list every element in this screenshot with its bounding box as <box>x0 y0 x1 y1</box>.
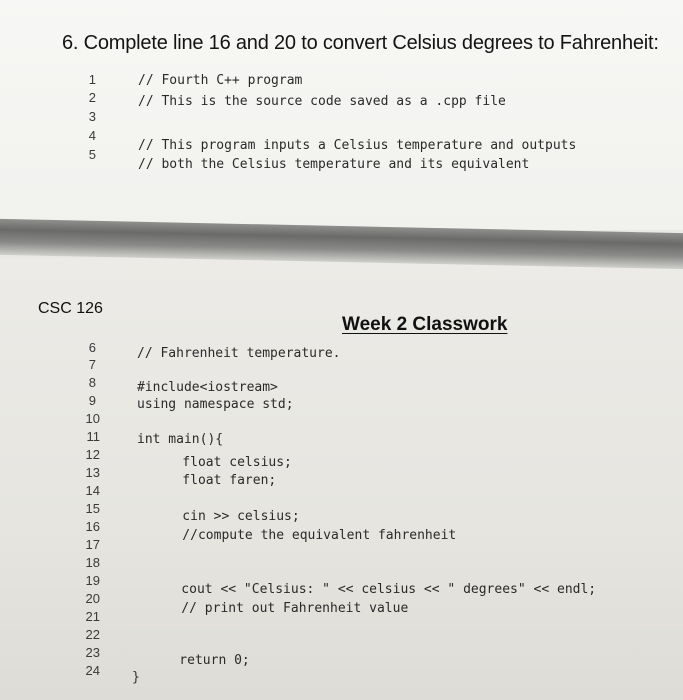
page-title: Week 2 Classwork <box>342 314 508 335</box>
line-number: 17 <box>85 537 100 552</box>
line-number: 13 <box>85 465 100 480</box>
code-line: #include<iostream> <box>137 380 278 395</box>
code-line: return 0; <box>148 653 250 668</box>
code-line: // This program inputs a Celsius temperature and outputs <box>138 138 577 153</box>
line-number: 22 <box>85 627 100 642</box>
code-line: using namespace std; <box>137 397 294 412</box>
line-number: 3 <box>88 109 96 124</box>
question-text: 6. Complete line 16 and 20 to convert Celsius degrees to Fahrenheit: <box>62 32 659 54</box>
line-number: 8 <box>88 375 96 390</box>
line-number: 11 <box>86 429 100 444</box>
line-number: 19 <box>85 573 100 588</box>
line-number: 10 <box>85 411 100 426</box>
line-number: 12 <box>85 447 100 462</box>
course-code: CSC 126 <box>38 300 103 317</box>
line-number: 2 <box>88 90 96 105</box>
line-number: 6 <box>88 340 96 355</box>
code-line: // This is the source code saved as a .cpp file <box>138 94 506 109</box>
line-number: 5 <box>88 147 96 162</box>
code-line: //compute the equivalent fahrenheit <box>151 528 457 543</box>
code-line: cin >> celsius; <box>151 509 300 524</box>
line-number: 20 <box>85 591 100 606</box>
code-line: // both the Celsius temperature and its equivalent <box>138 157 530 172</box>
line-number: 4 <box>88 128 96 143</box>
line-number: 23 <box>85 645 100 660</box>
line-number: 15 <box>85 501 100 516</box>
closing-brace: } <box>132 670 140 685</box>
line-number: 21 <box>85 609 100 624</box>
code-line: cout << "Celsius: " << celsius << " degrees" << endl; <box>150 582 597 597</box>
code-line: float faren; <box>151 473 277 488</box>
code-line: // print out Fahrenheit value <box>150 601 409 616</box>
line-number: 24 <box>85 663 100 678</box>
line-number: 7 <box>88 357 96 372</box>
code-line: float celsius; <box>151 455 292 470</box>
line-number: 16 <box>85 519 100 534</box>
line-number: 18 <box>85 555 100 570</box>
code-line: int main(){ <box>137 432 224 447</box>
line-number: 9 <box>88 393 96 408</box>
line-number: 14 <box>85 483 100 498</box>
code-line: // Fourth C++ program <box>138 73 303 88</box>
code-line: // Fahrenheit temperature. <box>137 346 341 361</box>
line-number: 1 <box>88 72 96 87</box>
